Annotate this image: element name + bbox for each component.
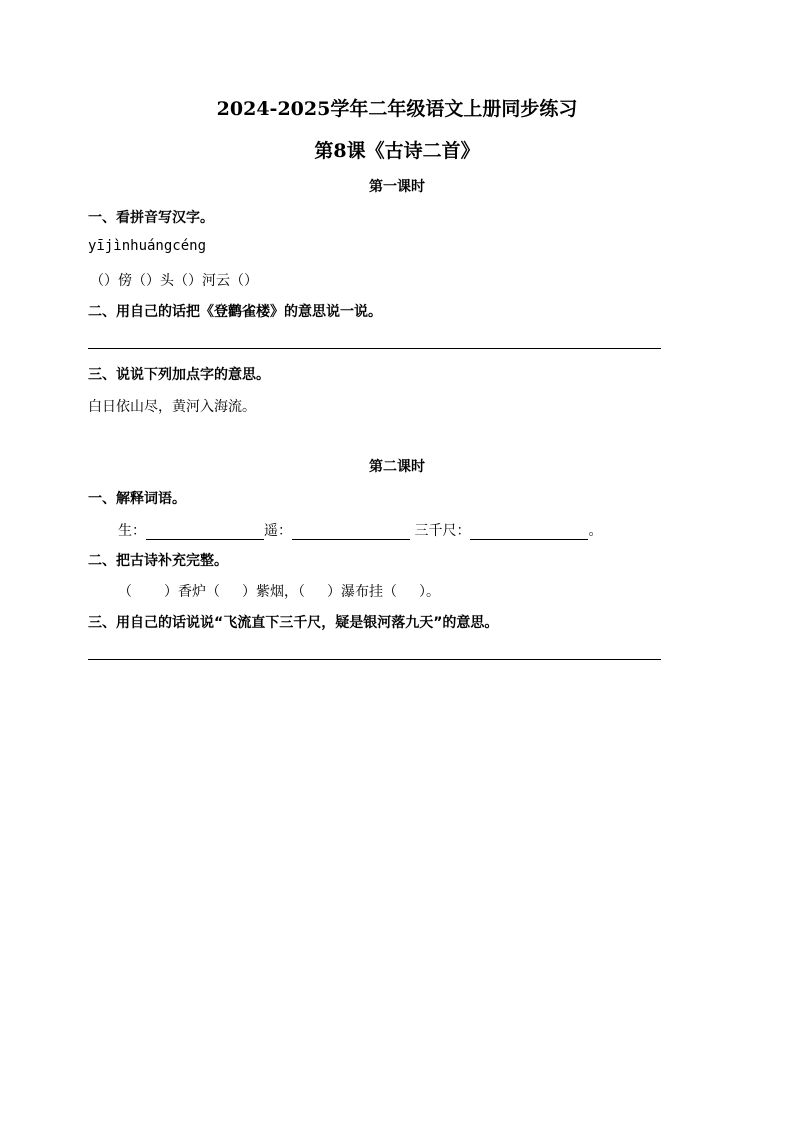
p1-question-2-title: 二、用自己的话把《登鹳雀楼》的意思说一说。 (88, 304, 382, 320)
poem-part-2: ）香炉（ (164, 584, 220, 600)
p1-question-3-verse: 白日依山尽，黄河入海流。 (88, 399, 256, 415)
poem-part-1: （ (118, 584, 132, 600)
term-sheng-blank[interactable] (146, 523, 264, 540)
term-sanqianchi-blank[interactable] (470, 523, 588, 540)
p2-question-2-title: 二、把古诗补充完整。 (88, 553, 228, 569)
p1-question-1-title: 一、看拼音写汉字。 (88, 210, 214, 226)
p2-question-1-terms (118, 520, 602, 540)
poem-part-5: ）。 (419, 584, 440, 600)
worksheet-title: 2024-2025学年二年级语文上册同步练习 (216, 98, 578, 120)
p1-question-2-answer-line (88, 348, 661, 349)
p2-question-3-answer-line (88, 659, 661, 660)
term-yao-blank[interactable] (292, 523, 410, 540)
poem-part-3: ）紫烟，（ (242, 584, 305, 600)
lesson-title: 第8课《古诗二首》 (314, 140, 480, 162)
p2-question-2-poem-row (118, 581, 440, 601)
p1-question-1-answer-row: （）傍（）头（）河云（） (90, 273, 258, 289)
p1-question-3-title: 三、说说下列加点字的意思。 (88, 367, 270, 383)
term-sanqianchi-label: 三千尺： (414, 523, 471, 539)
term-yao-label: 遥： (264, 523, 292, 539)
period-2-heading: 第二课时 (369, 459, 425, 475)
term-sheng-label: 生： (118, 523, 146, 539)
poem-part-4: ）瀑布挂（ (327, 584, 397, 600)
terms-end-punct: 。 (588, 523, 603, 539)
p1-question-1-pinyin: yīјìnhuángcéng (88, 238, 207, 254)
period-1-heading: 第一课时 (369, 179, 425, 195)
p2-question-3-title: 三、用自己的话说说“飞流直下三千尺，疑是银河落九天”的意思。 (88, 615, 499, 631)
p2-question-1-title: 一、解释词语。 (88, 491, 186, 507)
